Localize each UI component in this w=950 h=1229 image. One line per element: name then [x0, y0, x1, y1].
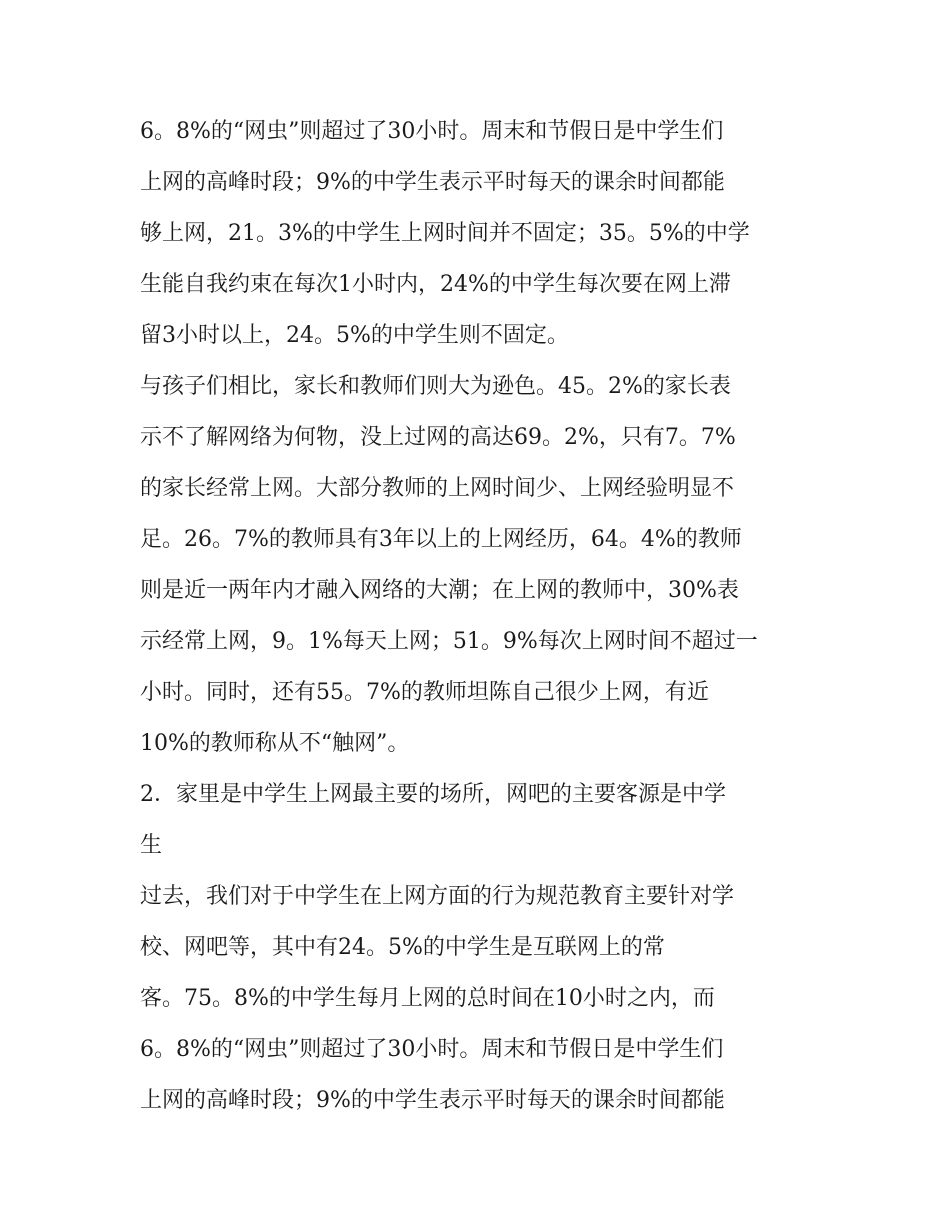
body-text	[140, 106, 830, 1126]
text-line: 留3小时以上，24。5%的中学生则不固定。	[140, 323, 569, 348]
text-line: 示经常上网，9。1%每天上网；51。9%每次上网时间不超过一	[140, 629, 758, 654]
text-line: 生	[140, 833, 163, 858]
text-line: 生能自我约束在每次1小时内，24%的中学生每次要在网上滞	[140, 272, 731, 297]
text-line: 与孩子们相比，家长和教师们则大为逊色。45。2%的家长表	[140, 374, 731, 399]
text-line: 6。8%的“网虫”则超过了30小时。周末和节假日是中学生们	[140, 119, 724, 144]
text-line: 6。8%的“网虫”则超过了30小时。周末和节假日是中学生们	[140, 1037, 724, 1062]
text-line: 10%的教师称从不“触网”。	[140, 731, 410, 756]
text-line: 上网的高峰时段；9%的中学生表示平时每天的课余时间都能	[140, 1088, 725, 1113]
text-line: 小时。同时，还有55。7%的教师坦陈自己很少上网，有近	[140, 680, 709, 705]
text-line: 过去，我们对于中学生在上网方面的行为规范教育主要针对学	[140, 884, 735, 909]
text-line: 客。75。8%的中学生每月上网的总时间在10小时之内，而	[140, 986, 715, 1011]
text-line: 校、网吧等，其中有24。5%的中学生是互联网上的常	[140, 935, 665, 960]
text-line: 上网的高峰时段；9%的中学生表示平时每天的课余时间都能	[140, 170, 725, 195]
text-line: 足。26。7%的教师具有3年以上的上网经历，64。4%的教师	[140, 527, 742, 552]
text-line: 2．家里是中学生上网最主要的场所，网吧的主要客源是中学	[140, 782, 726, 807]
text-line: 的家长经常上网。大部分教师的上网时间少、上网经验明显不	[140, 476, 735, 501]
text-line: 够上网，21。3%的中学生上网时间并不固定；35。5%的中学	[140, 221, 750, 246]
text-line: 示不了解网络为何物，没上过网的高达69。2%，只有7。7%	[140, 425, 736, 450]
text-line: 则是近一两年内才融入网络的大潮；在上网的教师中，30%表	[140, 578, 739, 603]
